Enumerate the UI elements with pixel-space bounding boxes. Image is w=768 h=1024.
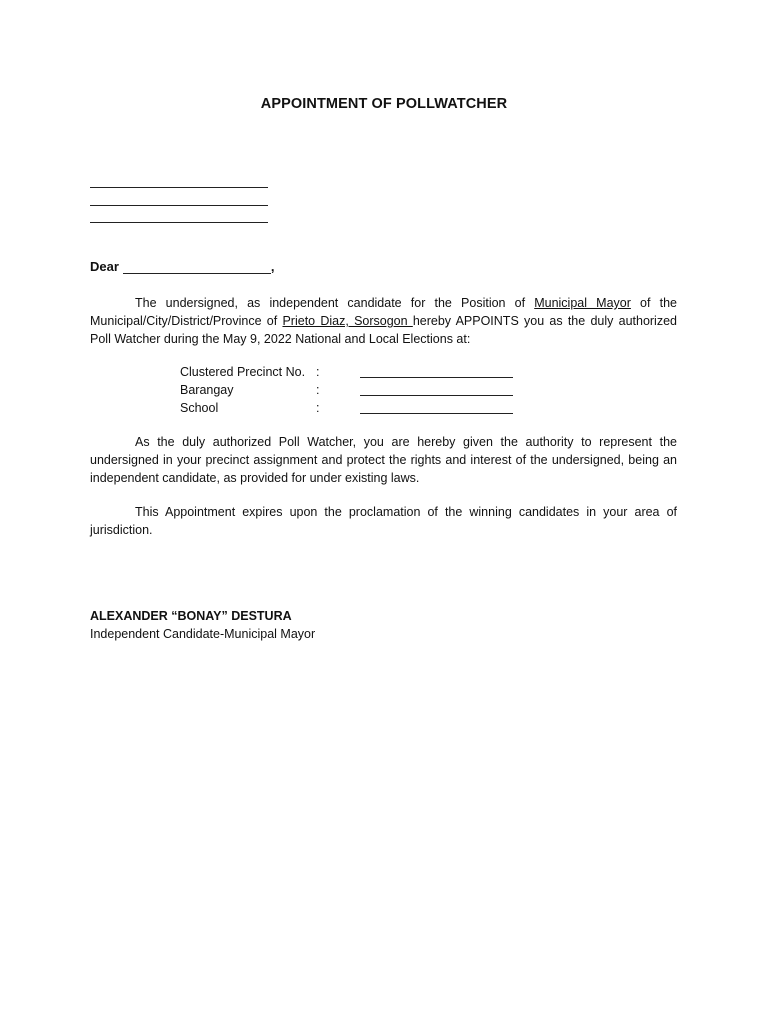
paragraph2-text: As the duly authorized Poll Watcher, you are hereby given the authority to represent the undersigned in your precinct assignment and protect the rights and interest of the undersigned, being an independent candidate, as provided for under existing laws. bbox=[90, 435, 677, 485]
address-line-2 bbox=[90, 205, 268, 206]
paragraph1-text-c: hereby APPOINTS you as the duly authorized Poll Watcher during the May 9, 2022 National and Local Elections at: bbox=[90, 314, 677, 346]
field-barangay bbox=[180, 381, 520, 399]
salutation-blank bbox=[123, 261, 271, 274]
paragraph-expiry bbox=[90, 503, 677, 539]
field-blank bbox=[360, 395, 513, 396]
document-title: APPOINTMENT OF POLLWATCHER bbox=[260, 96, 508, 112]
field-clustered-precinct bbox=[180, 363, 520, 381]
field-label: School bbox=[180, 401, 219, 415]
field-blank bbox=[360, 377, 513, 378]
signer-name: ALEXANDER “BONAY” DESTURA bbox=[90, 609, 292, 623]
field-label: Clustered Precinct No. bbox=[180, 365, 306, 379]
paragraph1-text-b: of the Municipal/City/District/Province of bbox=[90, 296, 677, 328]
field-colon: : bbox=[316, 365, 320, 379]
paragraph3-text: This Appointment expires upon the proclamation of the winning candidates in your area of jurisdiction. bbox=[90, 505, 677, 537]
field-school bbox=[180, 399, 520, 417]
field-colon: : bbox=[316, 401, 320, 415]
salutation bbox=[90, 259, 275, 274]
field-label: Barangay bbox=[180, 383, 234, 397]
paragraph1-text-a: The undersigned, as independent candidate for the Position of bbox=[135, 296, 535, 310]
address-line-1 bbox=[90, 187, 268, 188]
field-colon: : bbox=[316, 383, 320, 397]
paragraph-appointment bbox=[90, 294, 677, 348]
signer-title: Independent Candidate-Municipal Mayor bbox=[90, 627, 316, 641]
field-blank bbox=[360, 413, 513, 414]
salutation-text: Dear bbox=[90, 259, 119, 274]
paragraph-authority bbox=[90, 433, 677, 487]
locality-name: Prieto Diaz, Sorsogon bbox=[282, 314, 413, 328]
address-line-3 bbox=[90, 222, 268, 223]
salutation-comma: , bbox=[270, 259, 275, 274]
position-name: Municipal Mayor bbox=[534, 296, 631, 310]
